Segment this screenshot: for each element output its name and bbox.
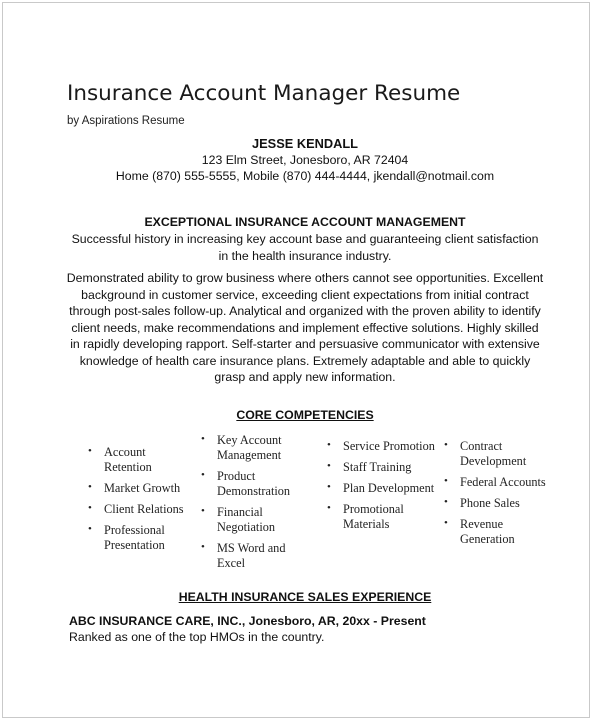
competency-item: • Key Account Management	[217, 433, 312, 463]
competency-item: • MS Word and Excel	[217, 541, 312, 571]
competency-item: • Phone Sales	[460, 496, 560, 511]
candidate-contact-line: Home (870) 555-5555, Mobile (870) 444-4444, jkendall@notmail.com	[115, 169, 495, 183]
candidate-address: 123 Elm Street, Jonesboro, AR 72404	[201, 153, 409, 167]
byline: by Aspirations Resume	[67, 115, 185, 127]
document-title: Insurance Account Manager Resume	[67, 81, 461, 106]
competency-item: • Financial Negotiation	[217, 505, 312, 535]
resume-page	[2, 2, 590, 718]
employer-description: Ranked as one of the top HMOs in the country.	[69, 630, 325, 644]
competency-column-1	[104, 445, 194, 559]
employer-line: ABC INSURANCE CARE, INC., Jonesboro, AR, 20xx - Present	[69, 614, 426, 628]
competency-item: • Professional Presentation	[104, 523, 194, 553]
competency-item: • Staff Training	[343, 460, 438, 475]
competency-item: • Plan Development	[343, 481, 438, 496]
competency-item: • Client Relations	[104, 502, 194, 517]
competency-item: • Revenue Generation	[460, 517, 560, 547]
candidate-name: JESSE KENDALL	[252, 136, 358, 151]
competency-item: • Product Demonstration	[217, 469, 312, 499]
experience-heading: HEALTH INSURANCE SALES EXPERIENCE	[178, 590, 432, 604]
competency-item: • Market Growth	[104, 481, 194, 496]
summary-paragraph: Demonstrated ability to grow business where others cannot see opportunities. Excellent background in customer service, exceeding client expectations from initial contract through post-sales follow-up. Analytical and organized with the proven ability to identify client needs, make recommendations and implement effective solutions. Highly skilled in rapidly developing rapport. Self-starter and persuasive communicator with extensive knowledge of health care insurance plans. Extremely adaptable and able to quickly grasp and apply new information.	[66, 271, 544, 384]
exceptional-subtitle: Successful history in increasing key account base and guaranteeing client satisfaction in the health insurance industry.	[71, 232, 539, 263]
competency-item: • Service Promotion	[343, 439, 438, 454]
competency-item: • Contract Development	[460, 439, 560, 469]
core-competencies-heading: CORE COMPETENCIES	[236, 408, 374, 422]
competency-item: • Federal Accounts	[460, 475, 560, 490]
competency-column-3	[343, 439, 438, 538]
competency-column-2	[217, 433, 312, 577]
competency-item: • Account Retention	[104, 445, 194, 475]
competency-item: • Promotional Materials	[343, 502, 438, 532]
exceptional-heading: EXCEPTIONAL INSURANCE ACCOUNT MANAGEMENT	[144, 215, 466, 229]
competency-column-4	[460, 439, 560, 553]
